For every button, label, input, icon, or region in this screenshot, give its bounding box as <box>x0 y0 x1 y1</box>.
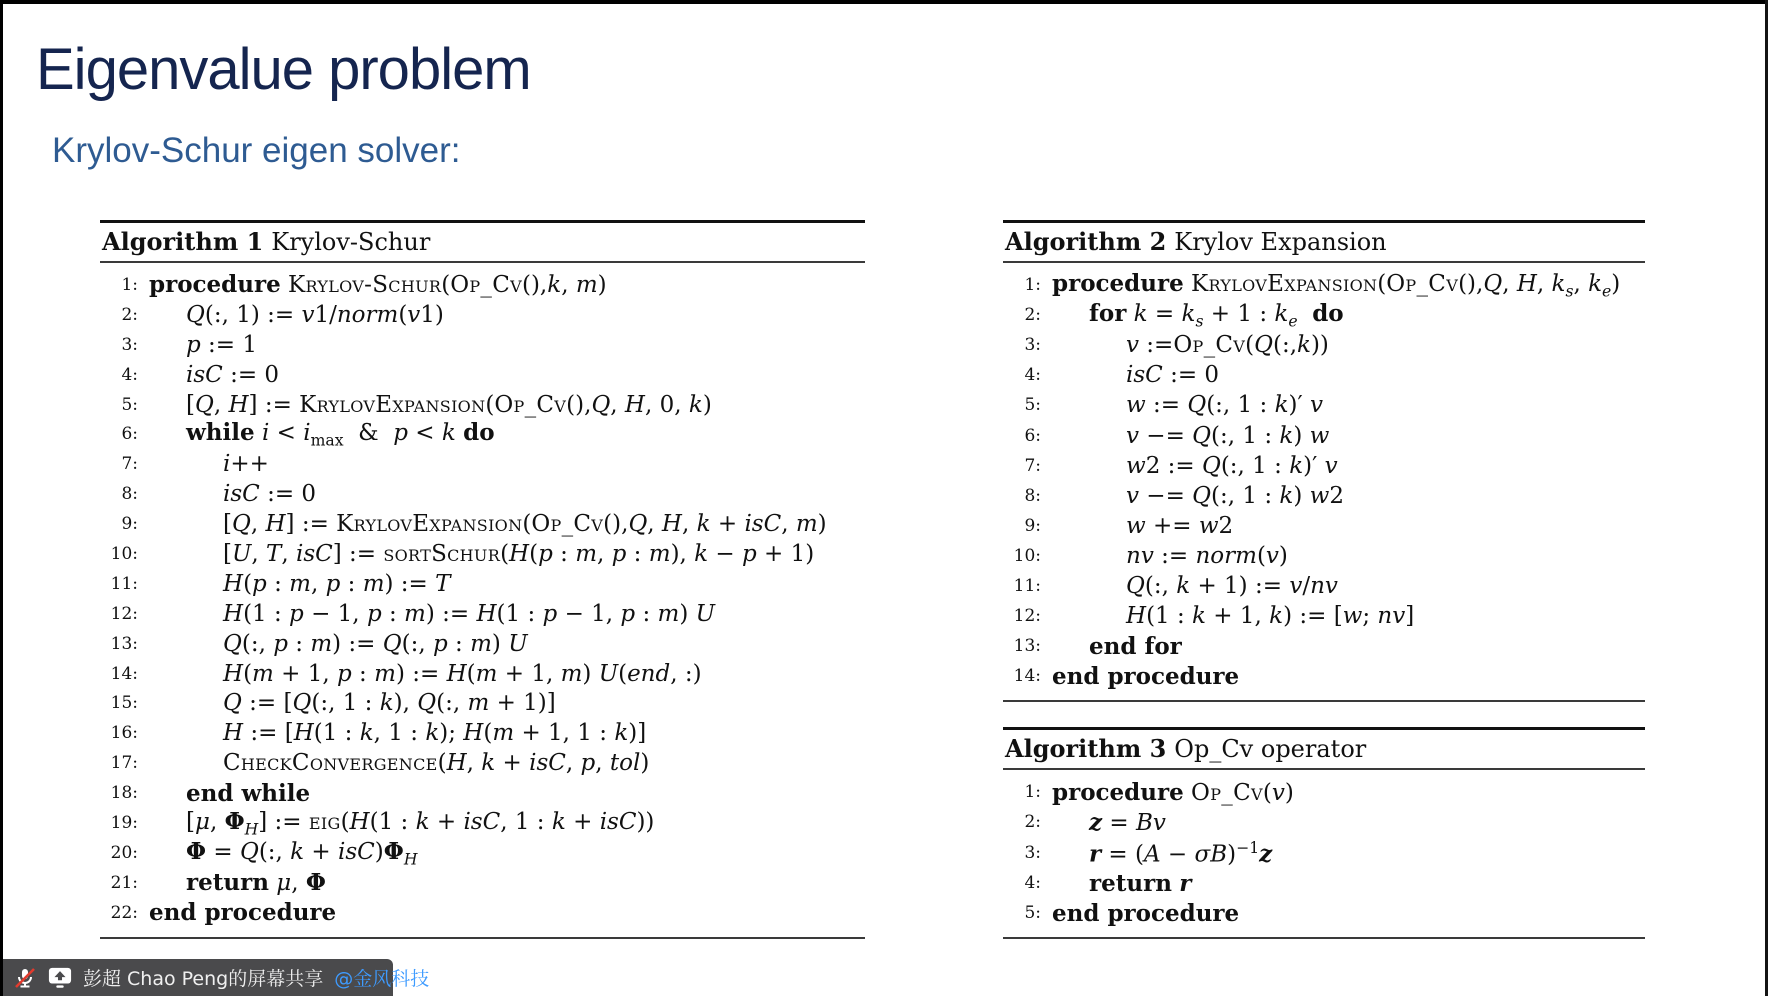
screen-share-icon <box>48 966 72 990</box>
line-number: 17: <box>110 753 138 774</box>
line-code: i++ <box>223 451 269 478</box>
window-frame-left <box>0 0 3 996</box>
algorithm-line <box>100 748 865 778</box>
algorithm-body <box>100 263 865 939</box>
line-code: w2 := Q(:, 1 : k)′ v <box>1126 452 1338 479</box>
algorithm-caption-label: Algorithm 1 <box>102 227 264 256</box>
line-number: 13: <box>1013 636 1041 657</box>
line-code: H(m + 1, p : m) := H(m + 1, m) U(end, :) <box>223 660 702 687</box>
screen-share-bar[interactable] <box>3 959 430 996</box>
line-number: 7: <box>121 454 138 475</box>
page-title: Eigenvalue problem <box>36 37 531 102</box>
line-number: 1: <box>1024 275 1041 296</box>
line-number: 2: <box>1024 812 1041 833</box>
line-code: while $i < i_{max}$ & p < k do <box>186 419 495 450</box>
line-number: 14: <box>1013 666 1041 687</box>
algorithm-line <box>100 390 865 420</box>
algorithm-caption-title: Krylov-Schur <box>271 228 431 256</box>
algorithm-line <box>100 659 865 689</box>
algorithm-line <box>100 539 865 569</box>
line-number: 12: <box>110 603 138 624</box>
line-code: w := Q(:, 1 : k)′ v <box>1126 392 1324 419</box>
sharer-name-text: 彭超 Chao Peng的屏幕共享 <box>83 968 324 990</box>
algorithm-caption-label: Algorithm 3 <box>1005 734 1167 763</box>
line-code: Q := [Q(:, 1 : k), Q(:, m + 1)] <box>223 690 556 717</box>
algorithm-line <box>100 868 865 898</box>
line-number: 4: <box>1024 365 1041 386</box>
line-code: p := 1 <box>186 331 258 358</box>
algorithm-body <box>1003 263 1645 702</box>
line-number: 10: <box>110 543 138 564</box>
line-number: 5: <box>121 394 138 415</box>
algorithm-line <box>1003 360 1645 390</box>
line-number: 9: <box>121 514 138 535</box>
line-code: H(1 : p − 1, p : m) := H(1 : p − 1, p : m) U <box>223 600 716 627</box>
line-code: nv := norm(v) <box>1126 542 1288 569</box>
line-number: 3: <box>1024 335 1041 356</box>
algorithm-caption-title: Krylov Expansion <box>1174 228 1387 256</box>
line-code: Q(:, p : m) := Q(:, p : m) U <box>223 630 528 657</box>
line-code: v −= Q(:, 1 : k) w <box>1126 422 1330 449</box>
algorithm-line <box>1003 601 1645 631</box>
mic-muted-icon <box>13 966 37 990</box>
algorithm-line <box>1003 451 1645 481</box>
algorithm-line <box>100 360 865 390</box>
algorithm-line <box>100 718 865 748</box>
algorithm-line <box>1003 330 1645 360</box>
line-code: procedure Op_Cv(v) <box>1052 778 1294 806</box>
line-number: 21: <box>110 872 138 893</box>
algorithm-line <box>100 778 865 808</box>
line-number: 4: <box>1024 873 1041 894</box>
line-code: end procedure <box>1052 899 1240 927</box>
line-code: isC := 0 <box>223 481 317 508</box>
algorithm-line <box>1003 300 1645 330</box>
line-number: 5: <box>1024 903 1041 924</box>
algorithm-line <box>100 629 865 659</box>
line-number: 9: <box>1024 515 1041 536</box>
line-code: end for <box>1089 632 1182 660</box>
line-code: isC := 0 <box>186 361 280 388</box>
algorithm-line <box>100 449 865 479</box>
line-number: 20: <box>110 842 138 863</box>
line-code: return r <box>1089 869 1192 897</box>
line-code: [Q, H] := KrylovExpansion(Op_Cv(),Q, H, 0, k) <box>186 391 712 418</box>
algorithm-line <box>1003 868 1645 898</box>
line-code: $r = (A - \sigma B)^{-1}z$ <box>1089 837 1273 868</box>
algorithm-line <box>1003 898 1645 928</box>
line-number: 11: <box>1013 575 1041 596</box>
line-number: 8: <box>121 484 138 505</box>
line-code: [Q, H] := KrylovExpansion(Op_Cv(),Q, H, k + isC, m) <box>223 511 827 538</box>
line-code: return μ, Φ <box>186 869 326 897</box>
line-code: H := [H(1 : k, 1 : k); H(m + 1, 1 : k)] <box>223 720 647 747</box>
line-number: 6: <box>121 424 138 445</box>
line-code: end while <box>186 779 311 807</box>
line-number: 7: <box>1024 455 1041 476</box>
line-number: 13: <box>110 633 138 654</box>
line-code: Φ = Q(:, $k + isC)\Phi_H$ <box>186 837 418 869</box>
line-code: z = Bv <box>1089 808 1166 836</box>
line-code: [U, T, isC] := sortSchur(H(p : m, p : m), k − p + 1) <box>223 540 815 567</box>
line-code: for $k = k_s + 1$ : $k_e$ do <box>1089 299 1344 331</box>
line-number: 6: <box>1024 425 1041 446</box>
line-code: procedure Krylov-Schur(Op_Cv(),k, m) <box>149 271 607 299</box>
algorithm-body <box>1003 770 1645 939</box>
line-number: 2: <box>121 304 138 325</box>
algorithm-line <box>1003 270 1645 300</box>
algorithm-line <box>100 419 865 449</box>
algorithm-line <box>100 808 865 838</box>
algorithm-line <box>100 599 865 629</box>
algorithm-line <box>100 330 865 360</box>
algorithm-caption <box>100 223 865 263</box>
line-code: Q(:, k + 1) := v/nv <box>1126 572 1338 599</box>
line-code: procedure KrylovExpansion(Op_Cv(),Q, H, $k_s$, $k_e$) <box>1052 269 1621 301</box>
algorithm-line <box>1003 661 1645 691</box>
algorithm-line <box>1003 631 1645 661</box>
algorithm-block-krylov-expansion <box>1003 220 1645 702</box>
algorithm-line <box>1003 511 1645 541</box>
line-code: w += w2 <box>1126 512 1234 539</box>
algorithm-line <box>100 270 865 300</box>
algorithm-caption <box>1003 223 1645 263</box>
line-number: 1: <box>1024 782 1041 803</box>
line-number: 22: <box>110 902 138 923</box>
slide-subtitle: Krylov-Schur eigen solver: <box>52 131 461 170</box>
line-code: v −= Q(:, 1 : k) w2 <box>1126 482 1344 509</box>
line-number: 12: <box>1013 606 1041 627</box>
algorithm-block-krylov-schur <box>100 220 865 939</box>
algorithm-line <box>100 569 865 599</box>
line-number: 5: <box>1024 395 1041 416</box>
mention-link[interactable]: @金风科技 <box>334 968 430 990</box>
line-number: 15: <box>110 693 138 714</box>
algorithm-line <box>100 509 865 539</box>
line-code: H(1 : k + 1, k) := [w; nv] <box>1126 603 1415 630</box>
algorithm-line <box>100 300 865 330</box>
algorithm-block-opcv-operator <box>1003 727 1645 939</box>
line-code: H(p : m, p : m) := T <box>223 570 451 597</box>
line-number: 19: <box>110 812 138 833</box>
algorithm-line <box>100 479 865 509</box>
line-code: end procedure <box>149 899 337 927</box>
line-number: 11: <box>110 573 138 594</box>
line-number: 3: <box>1024 842 1041 863</box>
line-number: 8: <box>1024 485 1041 506</box>
algorithm-caption <box>1003 730 1645 770</box>
line-code: isC := 0 <box>1126 362 1220 389</box>
line-number: 18: <box>110 783 138 804</box>
algorithm-line <box>100 688 865 718</box>
window-frame-top <box>0 0 1768 4</box>
line-number: 3: <box>121 334 138 355</box>
algorithm-line <box>100 838 865 868</box>
algorithm-line <box>1003 481 1645 511</box>
algorithm-line <box>1003 807 1645 837</box>
line-number: 4: <box>121 364 138 385</box>
algorithm-line <box>1003 571 1645 601</box>
line-code: v :=Op_Cv(Q(:,k)) <box>1126 332 1329 359</box>
line-number: 1: <box>121 274 138 295</box>
line-number: 2: <box>1024 305 1041 326</box>
algorithm-line <box>1003 420 1645 450</box>
algorithm-line <box>1003 390 1645 420</box>
line-code: CheckConvergence(H, k + isC, p, tol) <box>223 750 650 777</box>
line-code: [μ, $\Phi_H$] := eig(H(1 : k + isC, 1 : k + isC)) <box>186 807 655 839</box>
algorithm-line <box>100 898 865 928</box>
algorithm-caption-label: Algorithm 2 <box>1005 227 1167 256</box>
algorithm-caption-title: Op_Cv operator <box>1174 735 1367 763</box>
algorithm-line <box>1003 777 1645 807</box>
algorithm-line <box>1003 838 1645 868</box>
line-number: 14: <box>110 663 138 684</box>
line-code: end procedure <box>1052 662 1240 690</box>
algorithm-line <box>1003 541 1645 571</box>
line-number: 16: <box>110 723 138 744</box>
line-code: Q(:, 1) := v1/norm(v1) <box>186 301 444 328</box>
line-number: 10: <box>1013 545 1041 566</box>
